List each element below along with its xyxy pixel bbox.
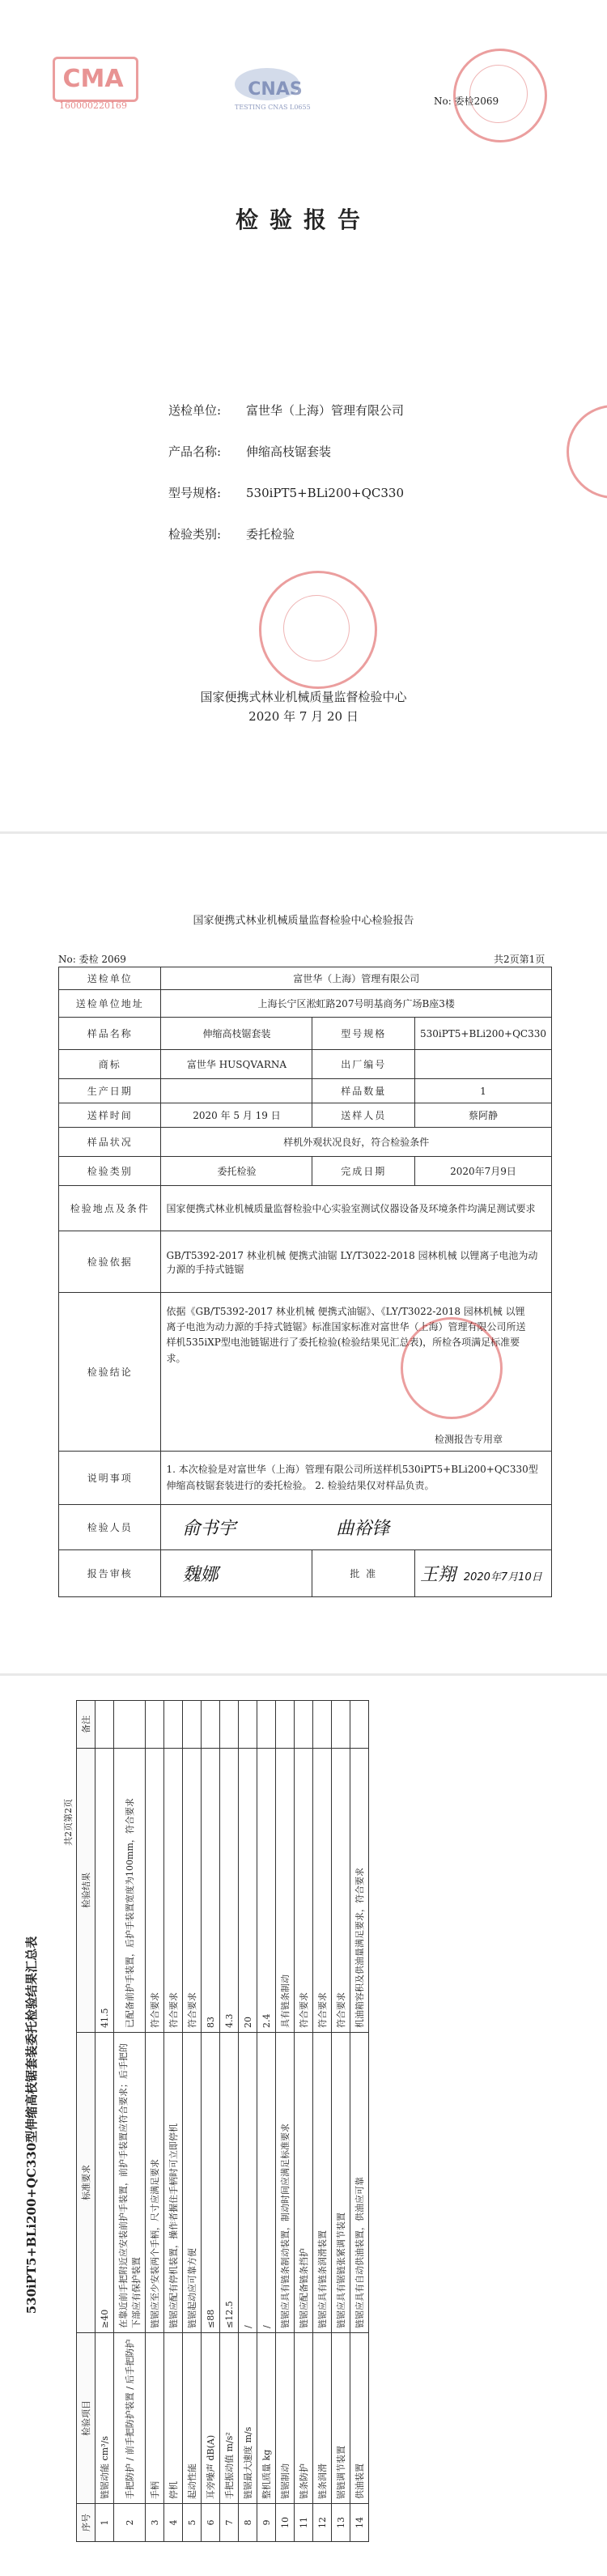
- sample-state-value: 样机外观状况良好，符合检验条件: [161, 1128, 552, 1157]
- table-cell-res: 符合要求: [313, 1749, 332, 2033]
- table-cell-item: 链锯制动: [276, 2333, 295, 2504]
- table-row: [332, 1701, 350, 2542]
- location-value: 国家便携式林业机械质量监督检验中心实验室测试仪器设备及环境条件均满足测试要求: [161, 1186, 552, 1231]
- table-row: 说明事项 1. 本次检验是对富世华（上海）管理有限公司所送样机530iPT5+BLi200+QC330型伸缩高枝锯套装进行的委托检验。 2. 检验结果仅对样品负责。: [59, 1452, 552, 1505]
- table-row: 报告审核 魏娜 批 准 王翔 2020年7月10日: [59, 1550, 552, 1597]
- table-cell-item: 链锯最大速度 m/s: [239, 2333, 257, 2504]
- table-row: 检验结论 依据《GB/T5392-2017 林业机械 便携式油锯》、《LY/T3022-2018 园林机械 以锂离子电池为动力源的手持式链锯》标准国家标准对富世华（上海）管理有限公司所送样机535iXP型电池链锯进行了委托检验(检验结果见汇总表)，所检各项满足标准要求。 检测报告专用章: [59, 1293, 552, 1452]
- table-cell-res: 4.3: [220, 1749, 239, 2033]
- col-item-header: 检验项目: [77, 2333, 96, 2504]
- conclusion-cell: [161, 1293, 552, 1452]
- table-cell-item: 起动性能: [183, 2333, 202, 2504]
- table-cell-no: 12: [313, 2504, 332, 2542]
- table-row: 检验人员 俞书宇 曲裕锋: [59, 1505, 552, 1550]
- product-value: 伸缩高枝锯套装: [161, 1018, 312, 1050]
- summary-table: [58, 967, 552, 1597]
- reviewer-signature: 魏娜: [182, 1565, 219, 1585]
- table-cell-req: /: [257, 2033, 276, 2333]
- table-cell-res: 已配备前护手装置，后护手装置宽度为100mm，符合要求: [114, 1749, 146, 2033]
- table-cell-item: 供油装置: [350, 2333, 369, 2504]
- center-seal-inner: [283, 595, 350, 661]
- table-row: [276, 1701, 295, 2542]
- category-value: 委托检验: [161, 1157, 312, 1186]
- table-cell-req: 链锯应具有锯链张紧调节装置: [332, 2033, 350, 2333]
- table-cell-note: [146, 1701, 164, 1749]
- table-row: [257, 1701, 276, 2542]
- table-cell-no: 2: [114, 2504, 146, 2542]
- table-cell-res: 符合要求: [183, 1749, 202, 2033]
- table-cell-no: 8: [239, 2504, 257, 2542]
- issuing-organization: [0, 688, 607, 727]
- table-cell-res: 41.5: [96, 1749, 114, 2033]
- table-cell-req: 链锯应配备链条挡护: [295, 2033, 313, 2333]
- conclusion-text: 依据《GB/T5392-2017 林业机械 便携式油锯》、《LY/T3022-2018 园林机械 以锂离子电池为动力源的手持式链锯》标准国家标准对富世华（上海）管理有限公司所送样机535iXP型电池链锯进行了委托检验(检验结果见汇总表)，所检各项满足标准要求。: [166, 1306, 526, 1364]
- org-name: 国家便携式林业机械质量监督检验中心: [200, 690, 407, 704]
- table-cell-note: [183, 1701, 202, 1749]
- inspector-signature-2: 曲裕锋: [336, 1519, 390, 1539]
- table-cell-note: [114, 1701, 146, 1749]
- col-req-header: 标准要求: [77, 2033, 96, 2333]
- table-cell-no: 13: [332, 2504, 350, 2542]
- table-row: [164, 1701, 183, 2542]
- col-no-header: 序号: [77, 2504, 96, 2542]
- table-cell-item: 链条润滑: [313, 2333, 332, 2504]
- cma-code: 160000220169: [59, 100, 127, 111]
- table-cell-no: 4: [164, 2504, 183, 2542]
- table-row: 送检单位地址 上海长宁区淞虹路207号明基商务广场B座3楼: [59, 990, 552, 1018]
- table-cell-item: 锯链调节装置: [332, 2333, 350, 2504]
- table-cell-res: 20: [239, 1749, 257, 2033]
- detail-rotated-content: [0, 1676, 607, 2574]
- table-cell-no: 9: [257, 2504, 276, 2542]
- table-cell-req: 链锯起动应可靠方便: [183, 2033, 202, 2333]
- inspector-signatures: [161, 1505, 552, 1550]
- table-cell-req: 链锯应具有链条润滑装置: [313, 2033, 332, 2333]
- table-cell-note: [276, 1701, 295, 1749]
- table-row: 送样时间 2020 年 5 月 19 日 送样人员 蔡阿静: [59, 1103, 552, 1128]
- page-title: 检验报告: [235, 206, 371, 233]
- field-category: 检验类别: 委托检验: [168, 527, 295, 542]
- remark-value: 1. 本次检验是对富世华（上海）管理有限公司所送样机530iPT5+BLi200+QC330型伸缩高枝锯套装进行的委托检验。 2. 检验结果仅对样品负责。: [161, 1452, 552, 1505]
- detail-title: 530iPT5+BLi200+QC330型伸缩高枝锯套装委托检验结果汇总表: [24, 1936, 39, 2315]
- edge-seal-stamp: [567, 405, 607, 499]
- table-cell-res: 符合要求: [332, 1749, 350, 2033]
- table-cell-no: 1: [96, 2504, 114, 2542]
- summary-page-number: 共2页第1页: [494, 954, 545, 965]
- reviewer-signature-cell: [161, 1550, 312, 1597]
- table-cell-res: 符合要求: [146, 1749, 164, 2033]
- table-cell-no: 7: [220, 2504, 239, 2542]
- cover-page: [0, 0, 607, 834]
- table-cell-note: [313, 1701, 332, 1749]
- stamp-note: 检测报告专用章: [434, 1434, 503, 1445]
- table-cell-item: 手把振动值 m/s²: [220, 2333, 239, 2504]
- summary-header: 国家便携式林业机械质量监督检验中心检验报告: [193, 915, 414, 927]
- approve-date: 2020年7月10日: [463, 1571, 542, 1583]
- test-seal-stamp: [401, 1317, 503, 1419]
- table-row: 送检单位 富世华（上海）管理有限公司: [59, 967, 552, 990]
- table-cell-note: [295, 1701, 313, 1749]
- table-cell-item: 耳旁噪声 dB(A): [202, 2333, 220, 2504]
- table-cell-item: 手柄: [146, 2333, 164, 2504]
- table-cell-note: [332, 1701, 350, 1749]
- table-header-row: [77, 1701, 96, 2542]
- table-row: [114, 1701, 146, 2542]
- table-row: [239, 1701, 257, 2542]
- table-cell-no: 6: [202, 2504, 220, 2542]
- table-cell-item: 链锯动能 cm³/s: [96, 2333, 114, 2504]
- table-cell-item: 链条防护: [295, 2333, 313, 2504]
- table-cell-item: 停机: [164, 2333, 183, 2504]
- basis-value: GB/T5392-2017 林业机械 便携式油锯 LY/T3022-2018 园林机械 以锂离子电池为动力源的手持式链锯: [161, 1231, 552, 1293]
- prod-date-value: [161, 1079, 312, 1103]
- table-row: 检验地点及条件 国家便携式林业机械质量监督检验中心实验室测试仪器设备及环境条件均满足测试要求: [59, 1186, 552, 1231]
- sender-value: 蔡阿静: [414, 1103, 551, 1128]
- send-date-value: 2020 年 5 月 19 日: [161, 1103, 312, 1128]
- table-cell-req: 链锯应具有链条制动装置，制动时间应满足标准要求: [276, 2033, 295, 2333]
- table-cell-no: 10: [276, 2504, 295, 2542]
- field-model: 型号规格: 530iPT5+BLi200+QC330: [168, 486, 405, 500]
- table-cell-note: [202, 1701, 220, 1749]
- table-cell-req: /: [239, 2033, 257, 2333]
- qty-value: 1: [414, 1079, 551, 1103]
- table-row: [295, 1701, 313, 2542]
- field-product: 产品名称: 伸缩高枝锯套装: [168, 444, 332, 459]
- table-row: [220, 1701, 239, 2542]
- table-row: 生产日期 样品数量 1: [59, 1079, 552, 1103]
- table-cell-no: 3: [146, 2504, 164, 2542]
- approver-signature: 王翔: [419, 1565, 456, 1585]
- table-cell-req: 链锯应配有停机装置，操作者握住手柄时可立即停机: [164, 2033, 183, 2333]
- cover-fields: [168, 405, 404, 570]
- table-row: 样品状况 样机外观状况良好，符合检验条件: [59, 1128, 552, 1157]
- table-cell-res: 2.4: [257, 1749, 276, 2033]
- table-cell-req: 链锯应至少安装两个手柄，尺寸应满足要求: [146, 2033, 164, 2333]
- table-cell-req: ≤12.5: [220, 2033, 239, 2333]
- table-cell-res: 具有链条制动: [276, 1749, 295, 2033]
- summary-report-number: No: 委检 2069: [58, 954, 126, 965]
- table-cell-item: 整机质量 kg: [257, 2333, 276, 2504]
- table-cell-req: 在靠近前手把附近应安装前护手装置，前护手装置应符合要求；后手把的下部应有保护装置: [114, 2033, 146, 2333]
- table-row: 样品名称 伸缩高枝锯套装 型号规格 530iPT5+BLi200+QC330: [59, 1018, 552, 1050]
- table-cell-item: 手把防护 / 前手把防护装置 / 后手把防护: [114, 2333, 146, 2504]
- detail-table-body: [96, 1701, 369, 2542]
- issue-date: 2020 年 7 月 20 日: [248, 709, 359, 724]
- detail-table: [76, 1700, 369, 2542]
- table-cell-req: ≤88: [202, 2033, 220, 2333]
- cnas-subtext: TESTING CNAS L0655: [235, 104, 311, 111]
- table-cell-note: [350, 1701, 369, 1749]
- summary-page: [0, 834, 607, 1676]
- col-note-header: 备注: [77, 1701, 96, 1749]
- table-row: 商标 富世华 HUSQVARNA 出厂编号: [59, 1050, 552, 1079]
- table-row: [183, 1701, 202, 2542]
- cnas-logo: CNAS TESTING CNAS L0655: [235, 65, 332, 113]
- report-number: No: 委检2069: [434, 96, 499, 107]
- table-cell-note: [96, 1701, 114, 1749]
- field-client: 送检单位: 富世华（上海）管理有限公司: [168, 403, 405, 418]
- table-cell-res: 符合要求: [295, 1749, 313, 2033]
- table-cell-note: [257, 1701, 276, 1749]
- table-cell-no: 14: [350, 2504, 369, 2542]
- factory-no-value: [414, 1050, 551, 1079]
- table-row: [350, 1701, 369, 2542]
- detail-page: [0, 1676, 607, 2576]
- col-res-header: 检验结果: [77, 1749, 96, 2033]
- table-cell-res: 83: [202, 1749, 220, 2033]
- detail-page-number: 共2页第2页: [63, 1799, 74, 1846]
- table-cell-no: 11: [295, 2504, 313, 2542]
- table-cell-note: [164, 1701, 183, 1749]
- table-row: [313, 1701, 332, 2542]
- table-cell-req: 链锯应具有自动供油装置，供油应可靠: [350, 2033, 369, 2333]
- table-cell-req: ≥40: [96, 2033, 114, 2333]
- table-cell-res: 机油箱容积及供油量满足要求，符合要求: [350, 1749, 369, 2033]
- table-row: [202, 1701, 220, 2542]
- table-row: 检验依据 GB/T5392-2017 林业机械 便携式油锯 LY/T3022-2018 园林机械 以锂离子电池为动力源的手持式链锯: [59, 1231, 552, 1293]
- inspector-signature-1: 俞书宇: [182, 1519, 236, 1539]
- model-value: 530iPT5+BLi200+QC330: [414, 1018, 551, 1050]
- brand-value: 富世华 HUSQVARNA: [161, 1050, 312, 1079]
- cma-logo: CMA 160000220169: [49, 57, 138, 113]
- table-cell-note: [239, 1701, 257, 1749]
- table-row: [96, 1701, 114, 2542]
- table-row: 检验类别 委托检验 完成日期 2020年7月9日: [59, 1157, 552, 1186]
- finish-date-value: 2020年7月9日: [414, 1157, 551, 1186]
- table-cell-no: 5: [183, 2504, 202, 2542]
- table-cell-res: 符合要求: [164, 1749, 183, 2033]
- approver-signature-cell: [414, 1550, 551, 1597]
- table-cell-note: [220, 1701, 239, 1749]
- address-value: 上海长宁区淞虹路207号明基商务广场B座3楼: [161, 990, 552, 1018]
- client-value: 富世华（上海）管理有限公司: [161, 967, 552, 990]
- table-row: [146, 1701, 164, 2542]
